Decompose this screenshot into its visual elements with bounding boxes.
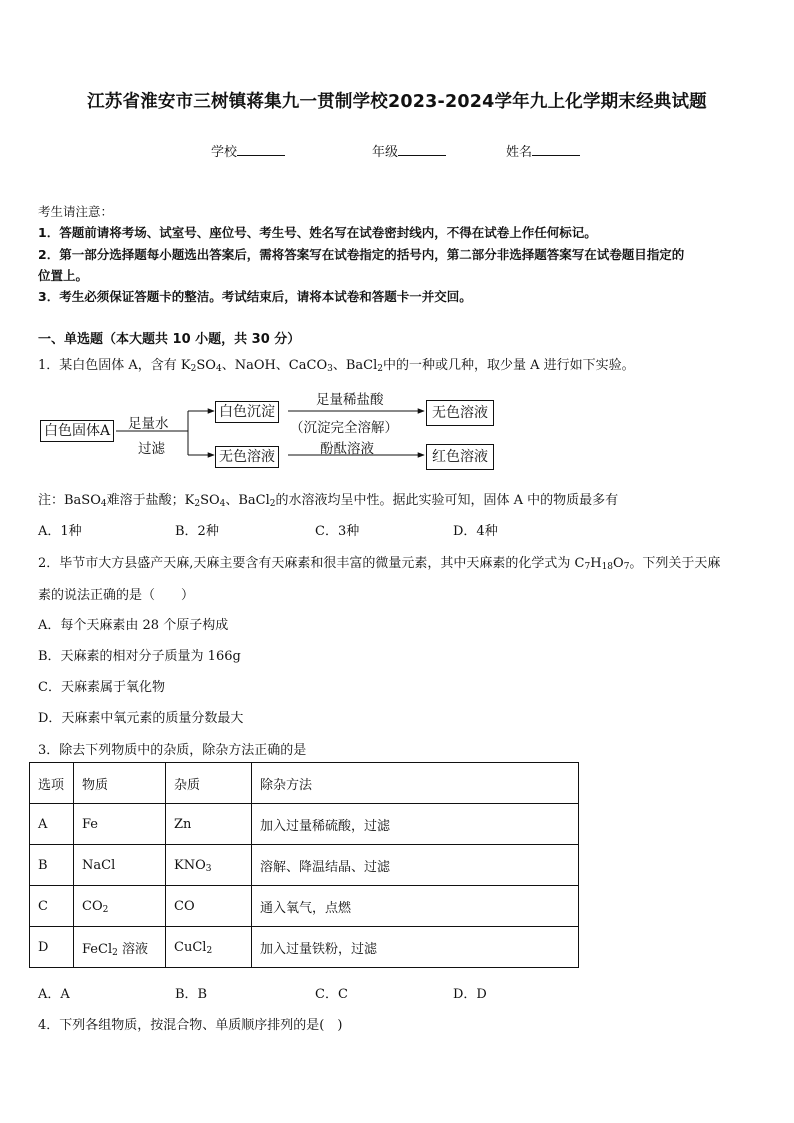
cell-method: 通入氧气，点燃 (252, 886, 579, 927)
cell-impurity: $KNO_3$ (166, 845, 252, 886)
cell-substance: FeCl$_2$ 溶液 (74, 927, 166, 968)
box-red-solution: 红色溶液 (426, 444, 494, 470)
label-dilute-hcl: 足量稀盐酸 (316, 392, 384, 408)
table-row (30, 927, 579, 968)
q2-option-b[interactable]: B．天麻素的相对分子质量为 166g (38, 649, 241, 664)
q1-option-c[interactable]: C．3种 (315, 524, 360, 539)
question-2-stem-line-2: 素的说法正确的是（ ） (38, 588, 195, 603)
cell-option: A (30, 804, 74, 845)
q3-option-d[interactable]: D．D (453, 987, 487, 1002)
box-colorless-solution-1: 无色溶液 (215, 446, 279, 468)
q1-option-b[interactable]: B．2种 (175, 524, 219, 539)
question-3-stem: 3．除去下列物质中的杂质，除杂方法正确的是 (38, 743, 307, 758)
q2-option-d[interactable]: D．天麻素中氧元素的质量分数最大 (38, 711, 244, 726)
notice-item-1: 1．答题前请将考场、试室号、座位号、考生号、姓名写在试卷密封线内，不得在试卷上作任何标记。 (38, 225, 597, 240)
cell-impurity: Zn (166, 804, 252, 845)
notice-item-3: 3．考生必须保证答题卡的整洁。考试结束后，请将本试卷和答题卡一并交回。 (38, 289, 472, 304)
table-row (30, 804, 579, 845)
q3-option-b[interactable]: B．B (175, 987, 208, 1002)
label-filter: 过滤 (138, 441, 165, 457)
cell-substance: $CO_2$ (74, 886, 166, 927)
notice-heading: 考生请注意： (38, 204, 114, 219)
question-1-stem: 1．某白色固体 A，含有 $K_2SO_4$、NaOH、CaCO$_3$、BaCl$_2$中的一种或几种，取少量 A 进行如下实验。 (38, 358, 635, 374)
q2-option-a[interactable]: A．每个天麻素由 28 个原子构成 (38, 618, 229, 633)
notice-item-2-cont: 位置上。 (38, 268, 89, 283)
q2-option-c[interactable]: C．天麻素属于氧化物 (38, 680, 165, 695)
table-row (30, 845, 579, 886)
label-water: 足量水 (128, 416, 169, 432)
cell-method: 溶解、降温结晶、过滤 (252, 845, 579, 886)
label-phenolphthalein: 酚酞溶液 (320, 441, 374, 457)
question-2-stem-line-1: 2．毕节市大方县盛产天麻,天麻主要含有天麻素和很丰富的微量元素，其中天麻素的化学式为 $C_7H_{18}O_7$。下列关于天麻 (38, 556, 721, 572)
cell-option: C (30, 886, 74, 927)
box-white-precipitate: 白色沉淀 (215, 401, 279, 423)
cell-impurity: CuCl$_2$ (166, 927, 252, 968)
question-1-note: 注：BaSO$_4$难溶于盐酸；$K_2SO_4$、BaCl$_2$的水溶液均呈中性。据此实验可知，固体 A 中的物质最多有 (38, 493, 619, 509)
question-4-stem: 4．下列各组物质，按混合物、单质顺序排列的是( ) (38, 1018, 343, 1033)
grade-label: 年级 (372, 145, 399, 160)
box-colorless-solution-2: 无色溶液 (426, 400, 494, 426)
cell-substance: Fe (74, 804, 166, 845)
header-substance: 物质 (74, 763, 166, 804)
cell-impurity: CO (166, 886, 252, 927)
header-option: 选项 (30, 763, 74, 804)
section-heading: 一、单选题（本大题共 10 小题，共 30 分） (38, 332, 301, 347)
header-impurity: 杂质 (166, 763, 252, 804)
q3-option-c[interactable]: C．C (315, 987, 348, 1002)
header-method: 除杂方法 (252, 763, 579, 804)
page-title: 江苏省淮安市三树镇蒋集九一贯制学校2023-2024学年九上化学期末经典试题 (87, 92, 707, 112)
cell-method: 加入过量铁粉，过滤 (252, 927, 579, 968)
impurity-table (29, 762, 579, 968)
notice-item-2: 2．第一部分选择题每小题选出答案后，需将答案写在试卷指定的括号内，第二部分非选择题答案写在试卷题目指定的 (38, 247, 685, 262)
label-precipitate-dissolved: （沉淀完全溶解） (290, 420, 398, 436)
cell-option: D (30, 927, 74, 968)
cell-substance: NaCl (74, 845, 166, 886)
q1-option-d[interactable]: D．4种 (453, 524, 498, 539)
q3-option-a[interactable]: A．A (38, 987, 70, 1002)
box-white-solid-a: 白色固体A (40, 420, 114, 442)
cell-method: 加入过量稀硫酸，过滤 (252, 804, 579, 845)
name-label: 姓名 (506, 145, 533, 160)
table-header-row (30, 763, 579, 804)
q1-option-a[interactable]: A．1种 (38, 524, 82, 539)
school-label: 学校 (211, 145, 238, 160)
cell-option: B (30, 845, 74, 886)
table-row (30, 886, 579, 927)
